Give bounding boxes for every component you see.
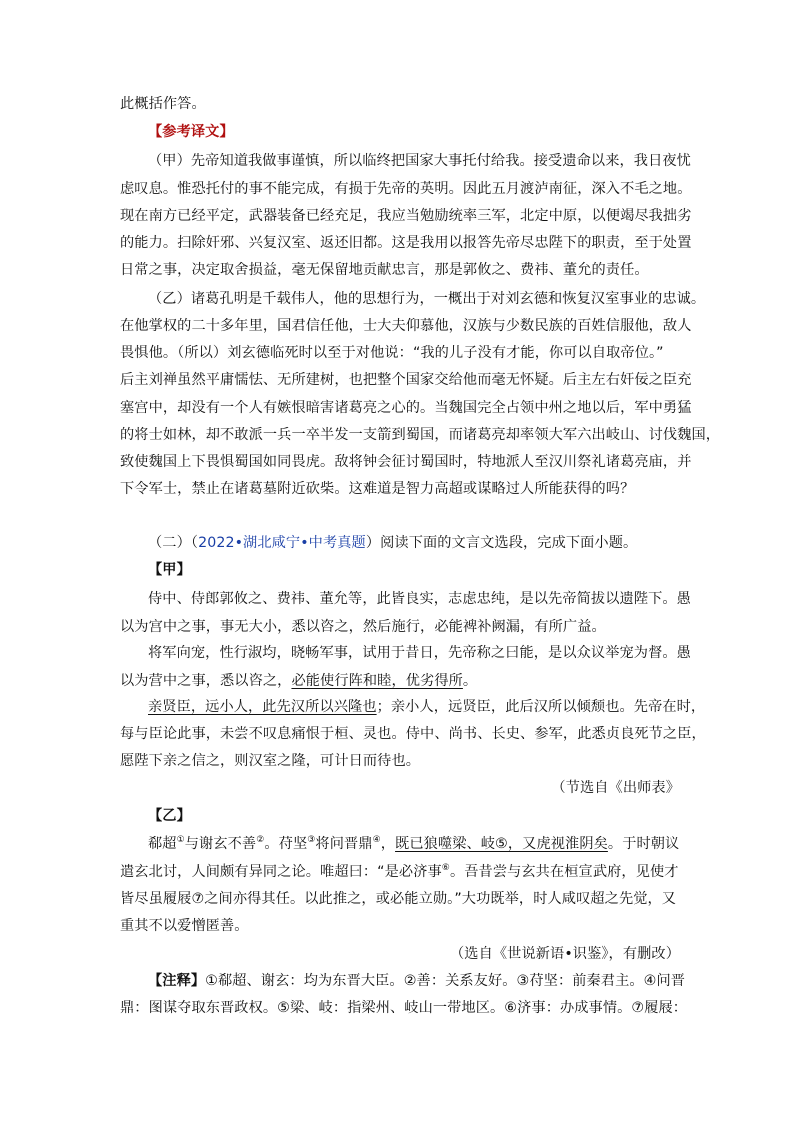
footnote-ref: ② [256, 835, 265, 845]
question-2-heading [148, 533, 680, 553]
yi-line: 遣玄北讨，人间颇有异同之论。唯超曰：“是必济事⑥。吾昔尝与玄共在桓宣武府，见使才 [120, 863, 679, 880]
translation-yi-line: 后主刘禅虽然平庸懦怯、无所建树，也把整个国家交给他而毫无怀疑。后主左右奸佞之臣充 [120, 372, 692, 388]
q2-dot: • [300, 535, 309, 551]
yi-line: 郗超①与谢玄不善②。苻坚③将问晋鼎④，既已狼噬梁、岐⑤，又虎视淮阴矣。于时朝议 [148, 835, 680, 852]
underlined-phrase: 必能使行阵和睦，优劣得所 [291, 673, 463, 689]
translation-yi-line: （乙）诸葛孔明是千载伟人，他的思想行为，一概出于对刘玄德和恢复汉室事业的忠诚。 [148, 291, 706, 307]
intro-tail: 此概括作答。 [120, 96, 206, 112]
jia-line: 每与臣论此事，未尝不叹息痛恨于桓、灵也。侍中、尚书、长史、参军，此悉贞良死节之臣， [120, 726, 706, 742]
translation-jia-line: （甲）先帝知道我做事谨慎，所以临终把国家大事托付给我。接受遗命以来，我日夜忧 [148, 153, 691, 169]
notes-line: 【注释】①郗超、谢玄：均为东晋大臣。②善：关系友好。③苻坚：前秦君主。④问晋 [148, 973, 686, 989]
translation-jia-line: 虑叹息。惟恐托付的事不能完成，有损于先帝的英明。因此五月渡泸南征，深入不毛之地。 [120, 181, 692, 197]
q2-region: 湖北咸宁 [243, 535, 301, 551]
underlined-phrase: 既已狼噬梁、岐⑤，又虎视淮阴矣 [395, 836, 608, 852]
jia-line: 将军向宠，性行淑均，晓畅军事，试用于昔日，先帝称之曰能，是以众议举宠为督。愚 [148, 645, 691, 661]
yi-source: （选自《世说新语•识鉴》，有删改） [450, 946, 680, 962]
jia-source: （节选自《出师表》 [551, 780, 680, 796]
q2-prefix: （二）（ [148, 535, 199, 551]
jia-line: 侍中、侍郎郭攸之、费祎、董允等，此皆良实，志虑忠纯，是以先帝简拔以遗陛下。愚 [148, 591, 691, 607]
jia-line: 亲贤臣，远小人，此先汉所以兴隆也；亲小人，远贤臣，此后汉所以倾颓也。先帝在时， [148, 699, 706, 715]
notes-line: 鼎：图谋夺取东晋政权。⑤梁、岐：指梁州、岐山一带地区。⑥济事：办成事情。⑦履屐： [120, 1000, 688, 1016]
footnote-ref: ⑥ [441, 863, 450, 873]
translation-yi-line: 致使魏国上下畏惧蜀国如同畏虎。敌将钟会征讨蜀国时，特地派人至汉川祭礼诸葛亮庙，并 [120, 454, 692, 470]
q2-year: 2022 [198, 535, 235, 551]
q2-suffix: ）阅读下面的文言文选段，完成下面小题。 [365, 535, 638, 551]
translation-yi-line: 的将士如林，却不敢派一兵一卒半发一支箭到蜀国，而诸葛亮却率领大军六出岐山、讨伐魏国， [120, 427, 721, 443]
q2-exam: 中考真题 [308, 535, 366, 551]
translation-yi-line: 下令军士，禁止在诸葛墓附近砍柴。这难道是智力高超或谋略过人所能获得的吗？ [120, 481, 635, 497]
translation-jia-line: 现在南方已经平定，武器装备已经充足，我应当勉励统率三军，北定中原，以便竭尽我拙劣 [120, 208, 692, 224]
translation-jia-line: 的能力。扫除奸邪、兴复汉室、返还旧都。这是我用以报答先帝尽忠陛下的职责，至于处置 [120, 235, 692, 251]
underlined-phrase: 亲贤臣，远小人，此先汉所以兴隆也 [148, 699, 377, 715]
translation-yi-line: 畏惧他。（所以）刘玄德临死时以至于对他说：“我的儿子没有才能，你可以自取帝位。” [120, 345, 664, 361]
q2-dot: • [234, 535, 244, 551]
yi-line: 重其不以爱憎匿善。 [120, 918, 249, 934]
yi-line: 皆尽虽履屐⑦之间亦得其任。以此推之，或必能立勋。”大功既举，时人咸叹超之先觉，又 [120, 891, 677, 907]
footnote-ref: ③ [307, 835, 316, 845]
translation-yi-line: 在他掌权的二十多年里，国君信任他，士大夫仰慕他，汉族与少数民族的百姓信服他，敌人 [120, 318, 692, 334]
jia-line: 以为营中之事，悉以咨之，必能使行阵和睦，优劣得所。 [120, 673, 478, 689]
jia-line: 愿陛下亲之信之，则汉室之隆，可计日而待也。 [120, 753, 421, 769]
notes-label: 【注释】 [148, 973, 206, 989]
footnote-ref: ① [176, 835, 185, 845]
yi-heading: 【乙】 [148, 808, 191, 824]
footnote-ref: ④ [372, 835, 381, 845]
jia-line: 以为宫中之事，事无大小，悉以咨之，然后施行，必能裨补阙漏，有所广益。 [120, 619, 606, 635]
translation-jia-line: 日常之事，决定取舍损益，毫无保留地贡献忠言，那是郭攸之、费祎、董允的责任。 [120, 262, 649, 278]
translation-yi-line: 塞宫中，却没有一个人有嫉恨暗害诸葛亮之心的。当魏国完全占领中州之地以后，军中勇猛 [120, 400, 692, 416]
jia-heading: 【甲】 [148, 562, 191, 578]
ref-heading: 【参考译文】 [148, 124, 234, 140]
